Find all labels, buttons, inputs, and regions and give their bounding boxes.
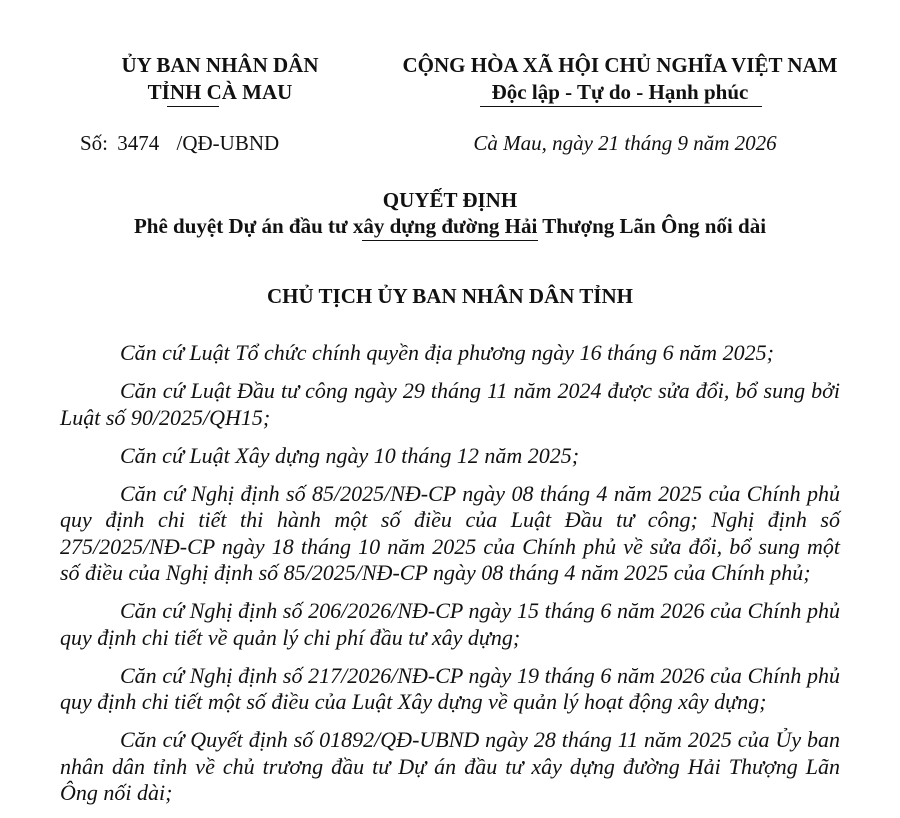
national-motto — [370, 52, 870, 106]
place-and-date: Cà Mau, ngày 21 tháng 9 năm 2026 — [473, 131, 777, 155]
subtitle-underline — [362, 240, 538, 241]
document-number — [80, 130, 279, 157]
agency-name-line2: TỈNH CÀ MAU — [147, 80, 293, 104]
legal-basis-item: Căn cứ Nghị định số 217/2026/NĐ-CP ngày 19 tháng 6 năm 2026 của Chính phủ quy định chi tiết một số điều của Luật Xây dựng về quản lý hoạt động xây dựng; — [60, 662, 840, 714]
legal-basis-item: Căn cứ Luật Đầu tư công ngày 29 tháng 11 năm 2024 được sửa đổi, bổ sung bởi Luật số 90/2025/QH15; — [60, 378, 840, 430]
document-title: QUYẾT ĐỊNH — [382, 188, 518, 212]
issuing-agency — [40, 52, 400, 106]
legal-bases — [60, 340, 840, 818]
legal-basis-item: Căn cứ Nghị định số 85/2025/NĐ-CP ngày 08 tháng 4 năm 2025 của Chính phủ quy định chi tiết thi hành một số điều của Luật Đầu tư công; Nghị định số 275/2025/NĐ-CP ngày 18 tháng 10 năm 2025 của Chính phủ về sửa đổi, bổ sung một số điều của Nghị định số 85/2025/NĐ-CP ngày 08 tháng 4 năm 2025 của Chính phủ; — [60, 480, 840, 585]
doc-number-value: 3474 — [117, 131, 160, 155]
agency-underline — [167, 106, 219, 107]
doc-number-label: Số: — [80, 131, 109, 155]
agency-name-line1: ỦY BAN NHÂN DÂN — [121, 53, 319, 77]
legal-basis-item: Căn cứ Nghị định số 206/2026/NĐ-CP ngày 15 tháng 6 năm 2026 của Chính phủ quy định chi tiết về quản lý chi phí đầu tư xây dựng; — [60, 598, 840, 650]
legal-basis-item: Căn cứ Quyết định số 01892/QĐ-UBND ngày 28 tháng 11 năm 2025 của Ủy ban nhân dân tỉnh về chủ trương đầu tư Dự án đầu tư xây dựng đường Hải Thượng Lãn Ông nối dài; — [60, 727, 840, 805]
motto-underline — [480, 106, 762, 107]
document-subtitle: Phê duyệt Dự án đầu tư xây dựng đường Hải Thượng Lãn Ông nối dài — [133, 214, 767, 238]
legal-basis-item: Căn cứ Luật Xây dựng ngày 10 tháng 12 năm 2025; — [120, 442, 580, 468]
issuing-authority: CHỦ TỊCH ỦY BAN NHÂN DÂN TỈNH — [267, 284, 633, 308]
motto: Độc lập - Tự do - Hạnh phúc — [491, 80, 749, 104]
doc-number-suffix: /QĐ-UBND — [176, 131, 280, 155]
nation-name: CỘNG HÒA XÃ HỘI CHỦ NGHĨA VIỆT NAM — [402, 53, 838, 77]
legal-basis-item: Căn cứ Luật Tổ chức chính quyền địa phương ngày 16 tháng 6 năm 2025; — [120, 340, 774, 365]
